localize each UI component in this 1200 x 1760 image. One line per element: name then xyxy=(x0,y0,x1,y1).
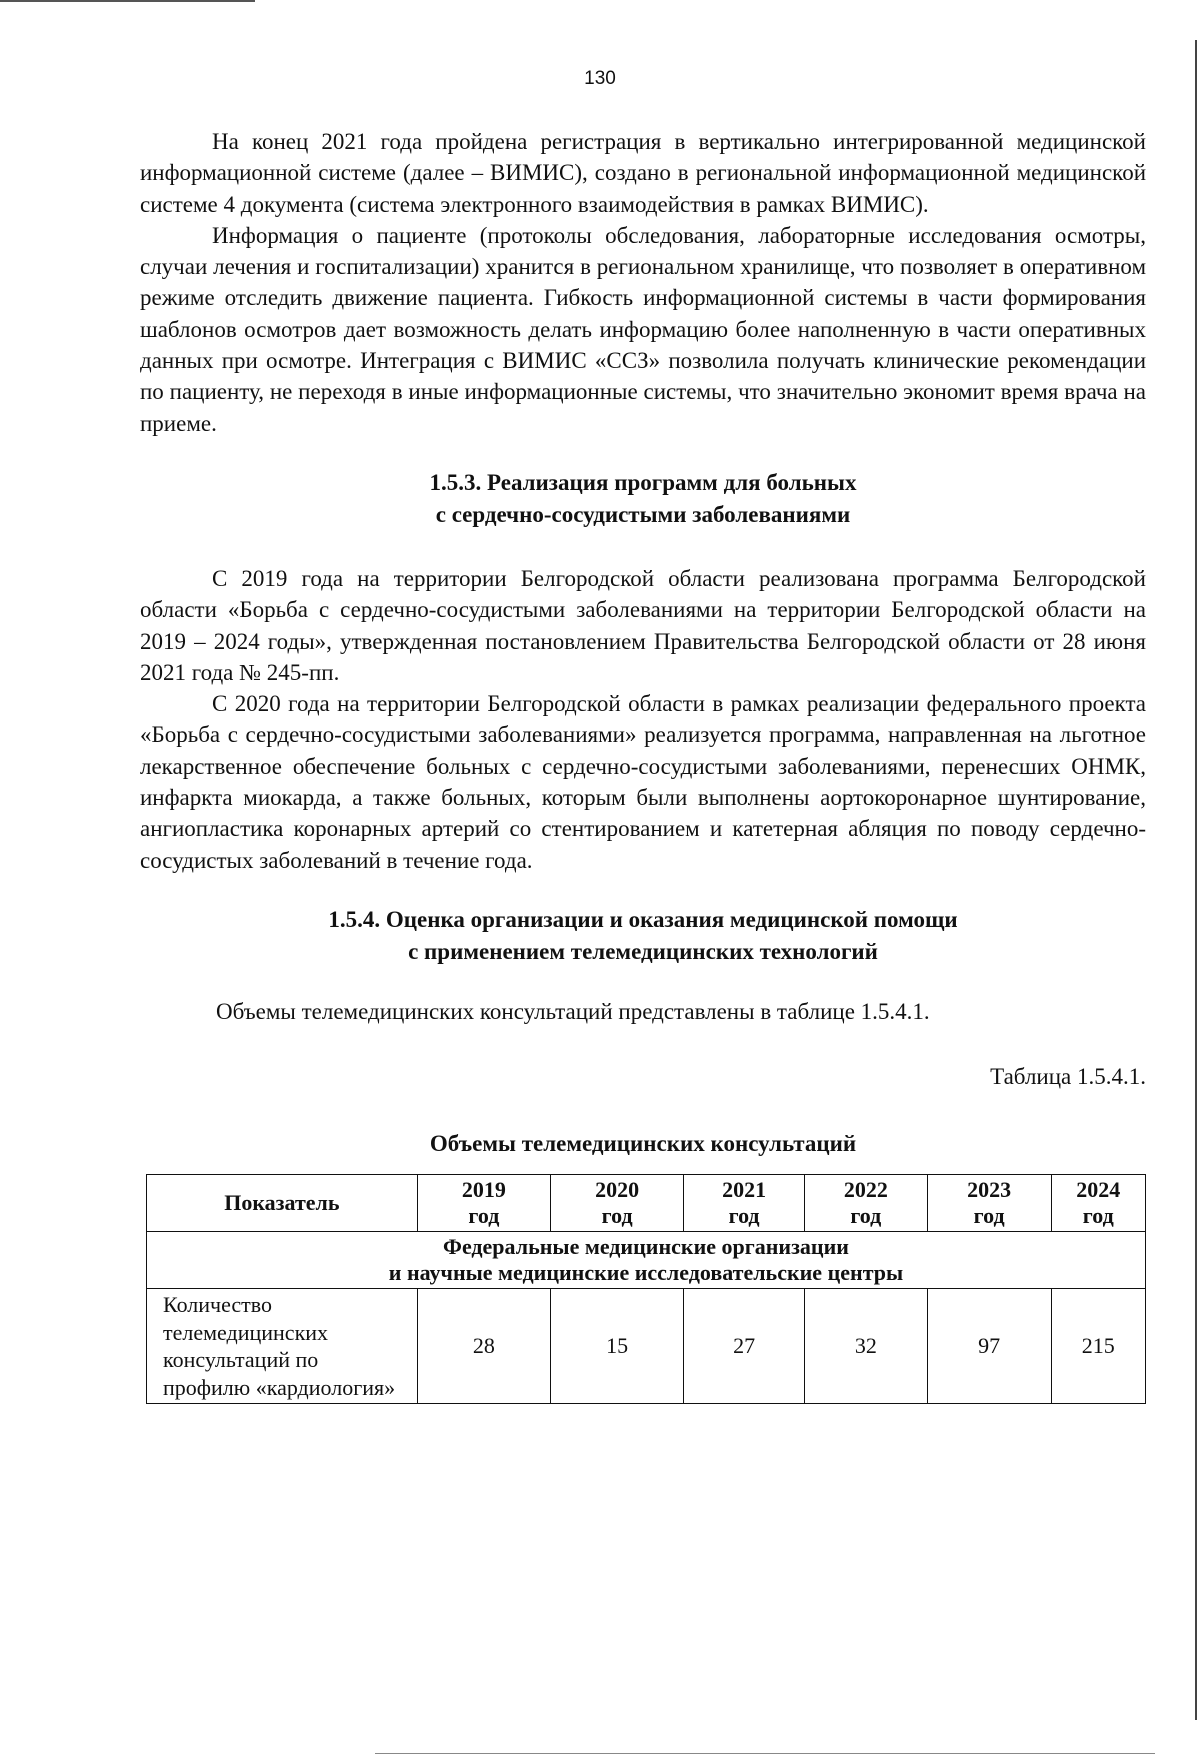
group-federal-organizations: Федеральные медицинские организации и научные медицинские исследовательские центры xyxy=(147,1232,1146,1289)
header-year: 2021 год xyxy=(684,1175,805,1232)
value-2019: 28 xyxy=(417,1289,550,1404)
section-heading-line: с применением телемедицинских технологий xyxy=(408,938,878,964)
scan-edge-bottom xyxy=(375,1753,1155,1754)
section-heading-1-5-4 xyxy=(140,904,1146,968)
paragraph-program-2019: С 2019 года на территории Белгородской области реализована программа Белгородской области «Борьба с сердечно-сосудистыми заболеваниями на территории Белгородской области на 2019 – 2024 годы», утвержденная постановлением Правительства Белгородской области от 28 июня 2021 года № 245-пп. xyxy=(140,565,1146,685)
value-2021: 27 xyxy=(684,1289,805,1404)
row-indicator-name: Количество телемедицинских консультаций по профилю «кардиология» xyxy=(147,1289,418,1404)
header-year: 2019 год xyxy=(417,1175,550,1232)
section-heading-line: 1.5.4. Оценка организации и оказания медицинской помощи xyxy=(328,906,958,932)
header-year: 2023 год xyxy=(927,1175,1051,1232)
table-header-row xyxy=(147,1175,1146,1232)
section-heading-line: с сердечно-сосудистыми заболеваниями xyxy=(435,501,851,527)
scan-edge-top xyxy=(0,0,255,2)
header-indicator: Показатель xyxy=(147,1175,418,1232)
page-number: 130 xyxy=(584,68,616,89)
section-heading-line: 1.5.3. Реализация программ для больных xyxy=(429,469,857,495)
paragraph-program-2020: С 2020 года на территории Белгородской области в рамках реализации федерального проекта «Борьба с сердечно-сосудистыми заболеваниями» реализуется программа, направленная на льготное лекарственное обеспечение больных с сердечно-сосудистыми заболеваниями, перенесших ОНМК, инфаркта миокарда, а также больных, которым были выполнены аортокоронарное шунтирование, ангиопластика коронарных артерий со стентированием и катетерная абляция по поводу сердечно-сосудистых заболеваний в течение года. xyxy=(140,691,1146,873)
scan-edge-right xyxy=(1195,40,1197,1720)
header-year: 2024 год xyxy=(1051,1175,1145,1232)
value-2022: 32 xyxy=(804,1289,927,1404)
header-year: 2022 год xyxy=(804,1175,927,1232)
document-body xyxy=(140,126,1146,1404)
paragraph-vimis-registration: На конец 2021 года пройдена регистрация в вертикально интегрированной медицинской информационной системе (далее – ВИМИС), создано в региональной информационной медицинской системе 4 документа (система электронного взаимодействия в рамках ВИМИС). xyxy=(140,129,1146,217)
header-year: 2020 год xyxy=(551,1175,684,1232)
value-2020: 15 xyxy=(551,1289,684,1404)
table-caption: Таблица 1.5.4.1. xyxy=(990,1064,1146,1090)
table-title: Объемы телемедицинских консультаций xyxy=(429,1131,857,1157)
value-2024: 215 xyxy=(1051,1289,1145,1404)
section-heading-1-5-3 xyxy=(140,467,1146,531)
telemedicine-consultations-table xyxy=(146,1174,1146,1404)
paragraph-table-intro: Объемы телемедицинских консультаций представлены в таблице 1.5.4.1. xyxy=(216,998,930,1024)
paragraph-patient-information: Информация о пациенте (протоколы обследования, лабораторные исследования осмотры, случаи лечения и госпитализации) хранится в региональном хранилище, что позволяет в оперативном режиме отследить движение пациента. Гибкость информационной системы в части формирования шаблонов осмотров дает возможность делать информацию более наполненную в части оперативных данных при осмотре. Интеграция с ВИМИС «ССЗ» позволила получать клинические рекомендации по пациенту, не переходя в иные информационные системы, что значительно экономит время врача на приеме. xyxy=(140,222,1146,436)
table-group-row xyxy=(147,1232,1146,1289)
value-2023: 97 xyxy=(927,1289,1051,1404)
table-row xyxy=(147,1289,1146,1404)
